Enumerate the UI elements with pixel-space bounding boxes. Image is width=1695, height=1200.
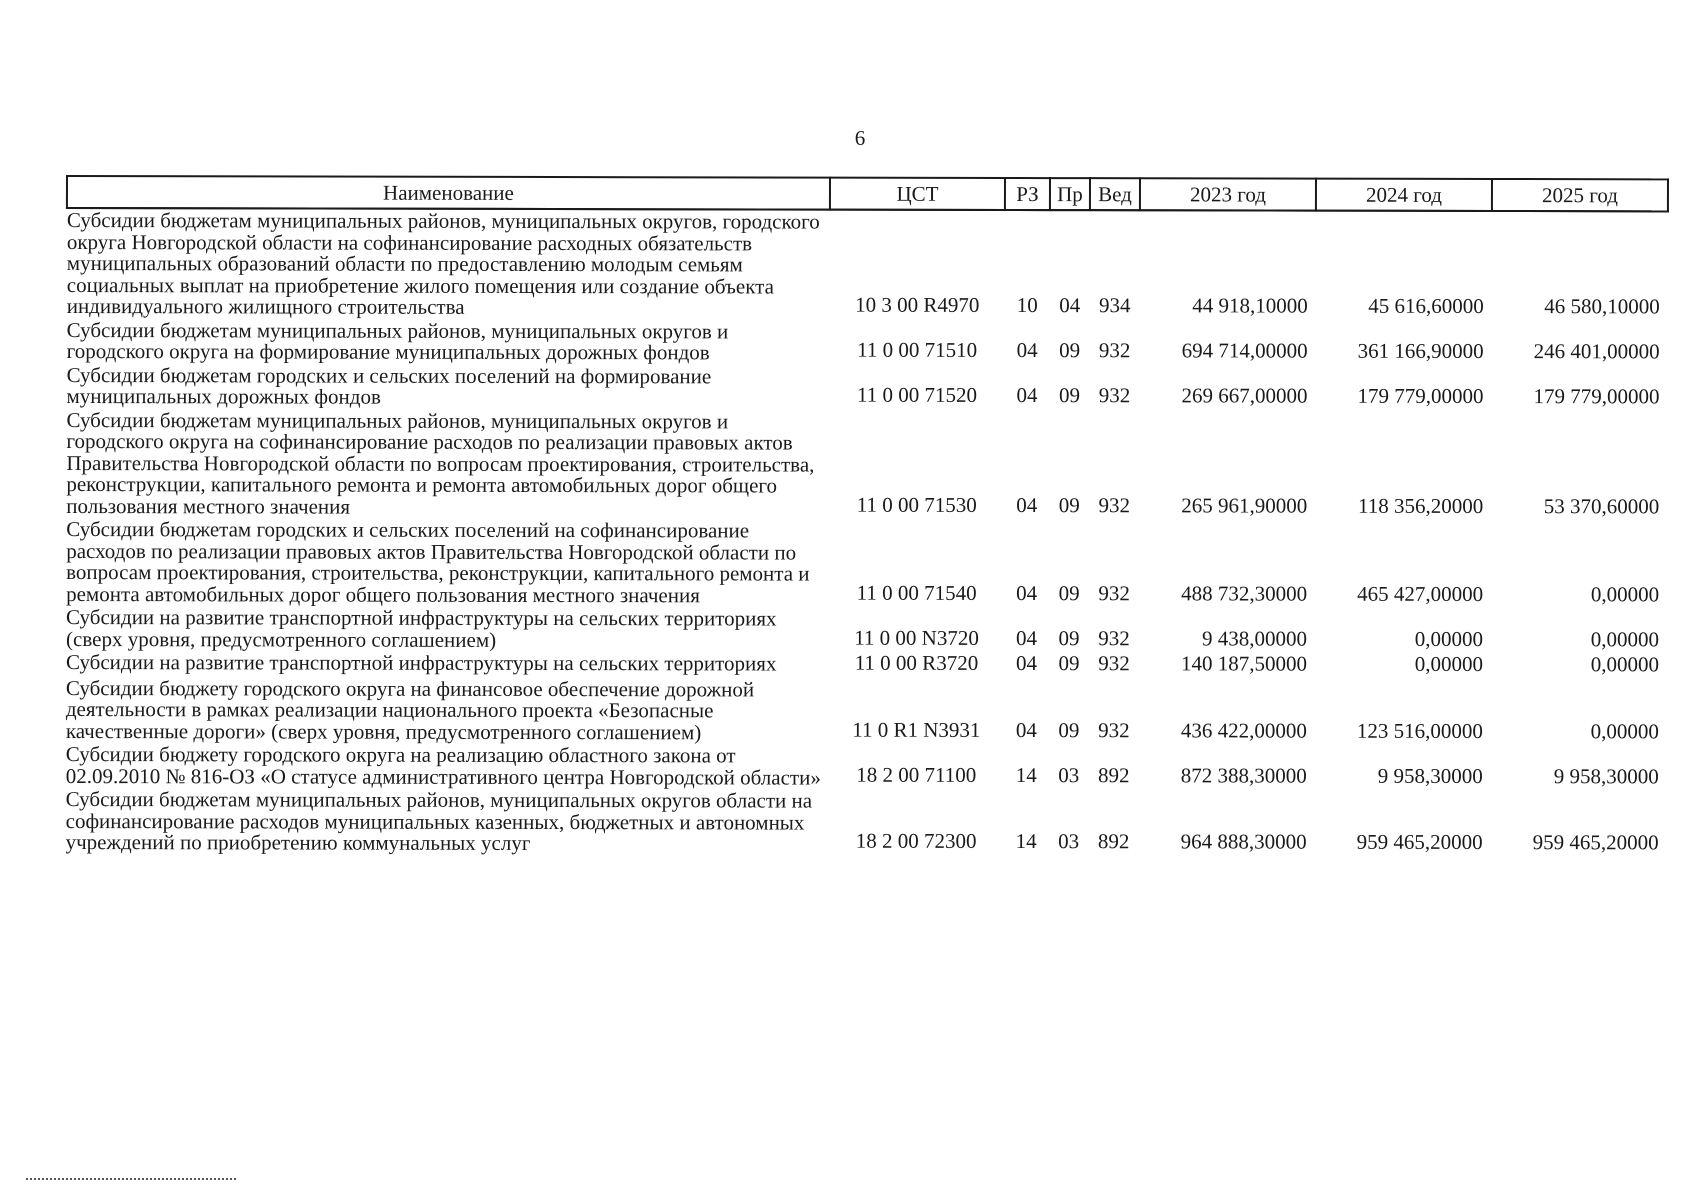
header-pr: Пр: [1050, 178, 1090, 210]
row-2023: 265 961,90000: [1181, 492, 1308, 518]
row-ved: 932: [1098, 625, 1130, 650]
row-2024: 0,00000: [1414, 651, 1484, 676]
row-2024: 179 779,00000: [1357, 383, 1484, 408]
row-2025: 9 958,30000: [1553, 763, 1659, 788]
row-rz: 04: [1016, 337, 1038, 363]
row-name: Субсидии бюджетам муниципальных районов, муниципальных округов и городского округа на софинансирование расходов по реализации правовых актов Правительства Новгородской области по вопросам проектирования, строительства, реконструкции, капитального ремонта и ремонта автомобильных дорог общего пользования местного значения: [66, 407, 815, 519]
row-ved: 932: [1098, 717, 1130, 742]
row-pr: 03: [1058, 829, 1080, 854]
row-ved: 932: [1098, 383, 1131, 408]
row-2023: 436 422,00000: [1180, 717, 1307, 743]
row-rz: 04: [1016, 382, 1038, 408]
header-name: Наименование: [67, 176, 830, 210]
row-cst: 11 0 R1 N3931: [852, 717, 981, 742]
row-2025: 46 580,10000: [1544, 294, 1660, 319]
header-2023: 2023 год: [1140, 178, 1316, 210]
row-2023: 694 714,00000: [1181, 338, 1308, 363]
row-pr: 04: [1059, 293, 1081, 318]
row-ved: 932: [1098, 492, 1131, 517]
row-2024: 123 516,00000: [1356, 718, 1483, 743]
row-2025: 246 401,00000: [1533, 339, 1660, 364]
row-2025: 0,00000: [1590, 626, 1660, 651]
row-2024: 118 356,20000: [1358, 493, 1484, 518]
row-rz: 14: [1015, 762, 1037, 787]
footer-rule: [26, 1178, 236, 1180]
table-row: [67, 319, 1668, 367]
row-name: Субсидии бюджету городского округа на реализацию областного закона от 02.09.2010 № 816-ОЗ «О статусе административного центра Новгородской области»: [65, 742, 821, 790]
row-ved: 932: [1098, 651, 1130, 676]
row-pr: 09: [1058, 651, 1080, 676]
row-ved: 892: [1097, 762, 1130, 787]
row-pr: 09: [1058, 580, 1080, 605]
row-2025: 0,00000: [1590, 581, 1660, 606]
row-2025: 53 370,60000: [1543, 493, 1660, 518]
table-row: [66, 677, 1667, 747]
row-cst: 11 0 00 N3720: [854, 625, 979, 650]
row-2024: 361 166,90000: [1357, 338, 1484, 363]
header-ved: Вед: [1090, 178, 1140, 210]
row-cst: 11 0 00 71510: [857, 337, 978, 362]
header-2025: 2025 год: [1492, 179, 1668, 211]
row-rz: 04: [1015, 717, 1037, 742]
row-rz: 10: [1016, 292, 1038, 318]
table-row: [66, 788, 1667, 858]
row-2024: 45 616,60000: [1368, 293, 1484, 318]
row-2024: 9 958,30000: [1377, 763, 1483, 788]
row-2023: 44 918,10000: [1192, 293, 1308, 318]
row-name: Субсидии на развитие транспортной инфраструктуры на сельских территориях: [65, 650, 777, 676]
table-row: [66, 409, 1667, 522]
row-cst: 11 0 00 71540: [856, 580, 977, 605]
row-2023: 269 667,00000: [1181, 383, 1308, 408]
page-number: 6: [854, 126, 866, 150]
row-name: Субсидии бюджету городского округа на финансовое обеспечение дорожной деятельности в рамках реализации национального проекта «Безопасные качественные дороги» (сверх уровня, предусмотренного соглашением): [65, 675, 755, 744]
row-rz: 04: [1016, 580, 1038, 605]
row-rz: 04: [1016, 492, 1038, 517]
row-pr: 09: [1058, 492, 1080, 517]
row-2023: 9 438,00000: [1202, 625, 1308, 651]
row-name: Субсидии бюджетам городских и сельских поселений на формирование муниципальных дорожных фондов: [66, 362, 712, 409]
row-2025: 959 465,20000: [1532, 830, 1659, 855]
row-pr: 09: [1058, 717, 1080, 742]
row-rz: 04: [1015, 650, 1038, 676]
row-rz: 04: [1016, 625, 1038, 650]
table-row: [66, 606, 1667, 654]
row-name: Субсидии бюджетам муниципальных районов, муниципальных округов области на софинансирование расходов муниципальных казенных, бюджетных и автономных учреждений по приобретению коммунальных услуг: [65, 787, 813, 855]
row-2023: 872 388,30000: [1180, 762, 1307, 788]
row-name: Субсидии бюджетам муниципальных районов, муниципальных округов, городского округа Новгородской области на софинансирование расходных обязательств муниципальных образований области по предоставлению молодым семьям социальных выплат на приобретение жилого помещения или создание объекта индивидуального жилищного строительства: [66, 208, 820, 319]
row-2025: 179 779,00000: [1533, 384, 1660, 409]
row-2023: 488 732,30000: [1181, 580, 1308, 606]
row-cst: 11 0 00 R3720: [854, 650, 979, 675]
row-pr: 09: [1058, 625, 1080, 650]
row-name: Субсидии бюджетам городских и сельских поселений на софинансирование расходов по реализации правовых актов Правительства Новгородской области по вопросам проектирования, строительства, реконструкции, капитального ремонта и ремонта автомобильных дорог общего пользования местного значения: [66, 517, 810, 607]
table-row: [67, 208, 1668, 322]
budget-table: [65, 175, 1669, 858]
table-row: [67, 364, 1668, 412]
row-ved: 932: [1098, 338, 1131, 363]
row-cst: 10 3 00 R4970: [855, 292, 980, 317]
row-ved: 934: [1098, 293, 1131, 318]
row-pr: 03: [1058, 762, 1080, 787]
row-ved: 892: [1097, 829, 1130, 854]
row-name: Субсидии бюджетам муниципальных районов, муниципальных округов и городского округа на формирование муниципальных дорожных фондов: [66, 317, 729, 365]
header-cst: ЦСТ: [830, 178, 1005, 210]
row-2025: 0,00000: [1590, 718, 1659, 743]
row-2024: 465 427,00000: [1357, 581, 1484, 606]
row-cst: 18 2 00 71100: [856, 762, 977, 787]
table-row: [66, 743, 1667, 791]
row-cst: 18 2 00 72300: [855, 828, 977, 853]
row-2023: 964 888,30000: [1180, 829, 1307, 854]
row-pr: 09: [1059, 383, 1081, 408]
table-row: [66, 518, 1667, 609]
row-2024: 959 465,20000: [1356, 829, 1483, 854]
row-cst: 11 0 00 71530: [856, 492, 977, 517]
table-header-row: [67, 176, 1668, 211]
row-cst: 11 0 00 71520: [857, 382, 978, 407]
row-2025: 0,00000: [1590, 652, 1660, 677]
row-pr: 09: [1059, 338, 1081, 363]
row-rz: 14: [1015, 828, 1037, 854]
header-2024: 2024 год: [1316, 179, 1492, 211]
row-2023: 140 187,50000: [1180, 651, 1308, 676]
header-rz: РЗ: [1005, 178, 1050, 210]
row-2024: 0,00000: [1414, 626, 1484, 651]
row-ved: 932: [1098, 580, 1130, 605]
row-name: Субсидии на развитие транспортной инфраструктуры на сельских территориях (сверх уровня, предусмотренного соглашением): [66, 605, 777, 652]
